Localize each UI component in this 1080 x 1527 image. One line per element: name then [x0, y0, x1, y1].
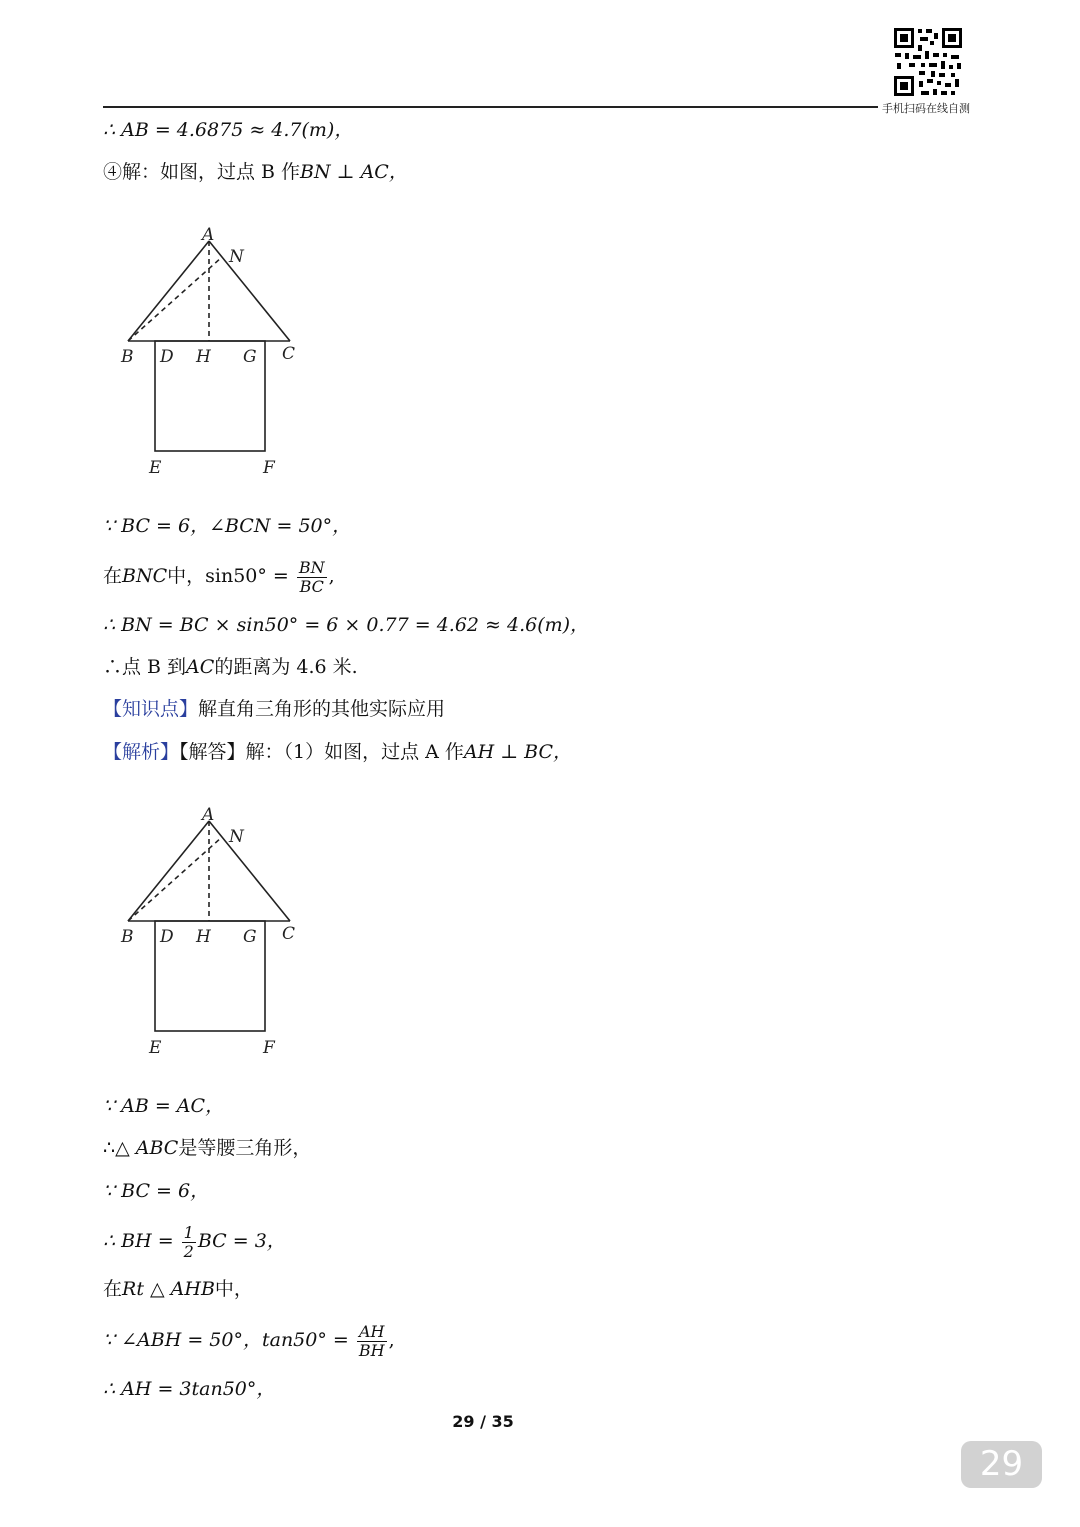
label-b: B	[121, 347, 134, 367]
math-segment: BC = 3，	[197, 1230, 286, 1252]
fraction	[297, 559, 327, 596]
text-line: ∵ BC = 6，	[103, 1180, 210, 1202]
label-h: H	[196, 347, 211, 367]
qr-code	[892, 26, 964, 98]
text-segment: 中，	[214, 1278, 253, 1300]
math-segment: BNC	[122, 565, 168, 587]
header-rule	[103, 106, 878, 108]
label-a: A	[202, 225, 215, 245]
label-g: G	[243, 927, 257, 947]
analysis-tag: 【解析】	[103, 741, 180, 763]
text-line: ∴ AH = 3tan50°，	[103, 1378, 276, 1400]
text-line: ∴ BN = BC × sin50° = 6 × 0.77 = 4.62 ≈ 4.6(m)，	[103, 614, 590, 636]
label-h: H	[196, 927, 211, 947]
label-f: F	[263, 1038, 275, 1058]
text-line: ∵ BC = 6，∠BCN = 50°，	[103, 515, 352, 537]
text-line	[103, 655, 358, 679]
label-b: B	[121, 927, 134, 947]
label-n: N	[229, 247, 244, 267]
text-line	[103, 1219, 286, 1263]
text-segment: ,	[328, 565, 335, 587]
text-segment: ∴点 B 到	[103, 656, 187, 678]
text-segment: ,	[388, 1329, 395, 1351]
geometry-figure	[112, 220, 312, 489]
fraction-denominator: BH	[358, 1340, 385, 1360]
text-segment: 在	[103, 1278, 123, 1300]
fraction	[182, 1224, 196, 1261]
math-segment: ∵ ∠ABH = 50°，tan50° =	[103, 1329, 349, 1351]
qr-caption: 手机扫码在线自测	[882, 102, 970, 115]
fraction-numerator: 1	[183, 1222, 194, 1242]
text-segment: ④解：如图，过点 B 作	[103, 161, 301, 183]
geometry-figure	[112, 800, 312, 1069]
math-segment: ∴ BH =	[103, 1230, 174, 1252]
label-d: D	[160, 347, 174, 367]
math-segment: Rt △ AHB	[122, 1278, 215, 1300]
page-number: 29 / 35	[452, 1412, 514, 1431]
fraction-numerator: AH	[357, 1323, 387, 1342]
label-a: A	[202, 805, 215, 825]
text-segment: 中，sin50° =	[167, 565, 289, 587]
math-segment: AH ⊥ BC，	[463, 741, 572, 763]
label-c: C	[282, 344, 296, 364]
label-c: C	[282, 924, 296, 944]
label-f: F	[263, 458, 275, 478]
analysis-line	[103, 740, 572, 764]
text-line	[103, 1277, 253, 1301]
math-segment: BN ⊥ AC，	[300, 161, 408, 183]
text-segment: 解直角三角形的其他实际应用	[198, 698, 446, 720]
label-g: G	[243, 347, 257, 367]
math-segment: AC	[186, 656, 215, 678]
knowledge-tag: 【知识点】	[103, 698, 199, 720]
label-e: E	[149, 458, 162, 478]
fraction-denominator: BC	[299, 576, 324, 596]
text-segment: 【解答】解：（1）如图，过点 A 作	[179, 741, 464, 763]
text-line	[103, 1318, 395, 1362]
text-line: ∵ AB = AC，	[103, 1095, 225, 1117]
label-d: D	[160, 927, 174, 947]
text-line	[103, 1136, 311, 1160]
text-segment: ∴△	[103, 1137, 136, 1159]
text-segment: 的距离为 4.6 米.	[214, 656, 358, 678]
text-segment: 是等腰三角形，	[178, 1137, 312, 1159]
fraction	[357, 1323, 387, 1360]
text-line	[103, 160, 408, 184]
label-e: E	[149, 1038, 162, 1058]
fraction-numerator: BN	[298, 557, 325, 577]
text-line: ∴ AB = 4.6875 ≈ 4.7(m)，	[103, 119, 354, 141]
text-line	[103, 554, 335, 598]
text-segment: 在	[103, 565, 123, 587]
knowledge-point-line	[103, 697, 445, 721]
math-segment: ABC	[135, 1137, 179, 1159]
label-n: N	[229, 827, 244, 847]
page-badge: 29	[961, 1441, 1042, 1488]
fraction-denominator: 2	[183, 1241, 194, 1261]
